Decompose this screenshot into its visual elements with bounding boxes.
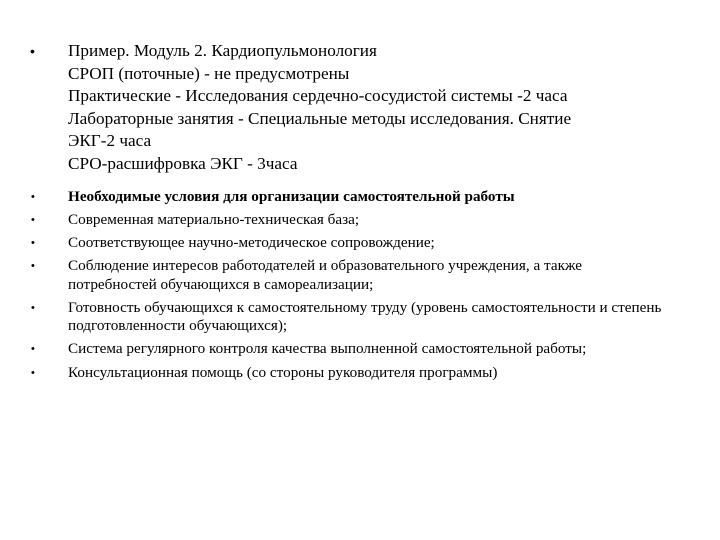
lab-line: Лабораторные занятия - Специальные методы исследования. Снятие [68,108,572,128]
bullet-icon: • [31,191,35,203]
bullet-icon: • [31,260,35,273]
list-item [28,211,668,230]
srop-line: СРОП (поточные) - не предусмотрены [68,63,350,83]
bullet-icon: • [31,214,35,227]
conditions-heading-item [28,188,668,207]
bullet-icon: • [31,366,35,379]
list-item [28,299,668,336]
bullet-icon: • [31,343,35,356]
list-item [28,234,668,253]
list-item-text: Консультационная помощь (со стороны руководителя программы) [68,363,498,381]
bullet-icon: • [31,301,35,314]
bullet-icon: • [30,43,35,59]
conditions-list [28,188,668,387]
intro-item [28,40,668,175]
practical-line: Практические - Исследования сердечно-сосудистой системы -2 часа [68,86,568,105]
list-item [28,364,668,383]
bullet-icon: • [31,237,35,250]
list-item-text: Система регулярного контроля качества выполненной самостоятельной работы; [68,340,587,358]
list-item-text: Соответствующее научно-методическое сопровождение; [68,234,435,252]
module-title: Пример. Модуль 2. Кардиопульмонология [68,41,377,60]
list-item-text: Соблюдение интересов работодателей и образовательного учреждения, а также потребностей обучающихся в самореализации; [68,257,583,293]
sro-line: СРО-расшифровка ЭКГ - 3часа [68,153,298,173]
list-item [28,340,668,359]
intro-list [28,40,668,175]
lab-line-continued: ЭКГ-2 часа [68,131,152,150]
list-item-text: Готовность обучающихся к самостоятельному труду (уровень самостоятельности и степень подготовленности обучающихся); [68,298,662,335]
conditions-heading: Необходимые условия для организации самостоятельной работы [68,188,515,205]
list-item [28,257,668,294]
list-item-text: Современная материально-техническая база; [68,211,360,229]
